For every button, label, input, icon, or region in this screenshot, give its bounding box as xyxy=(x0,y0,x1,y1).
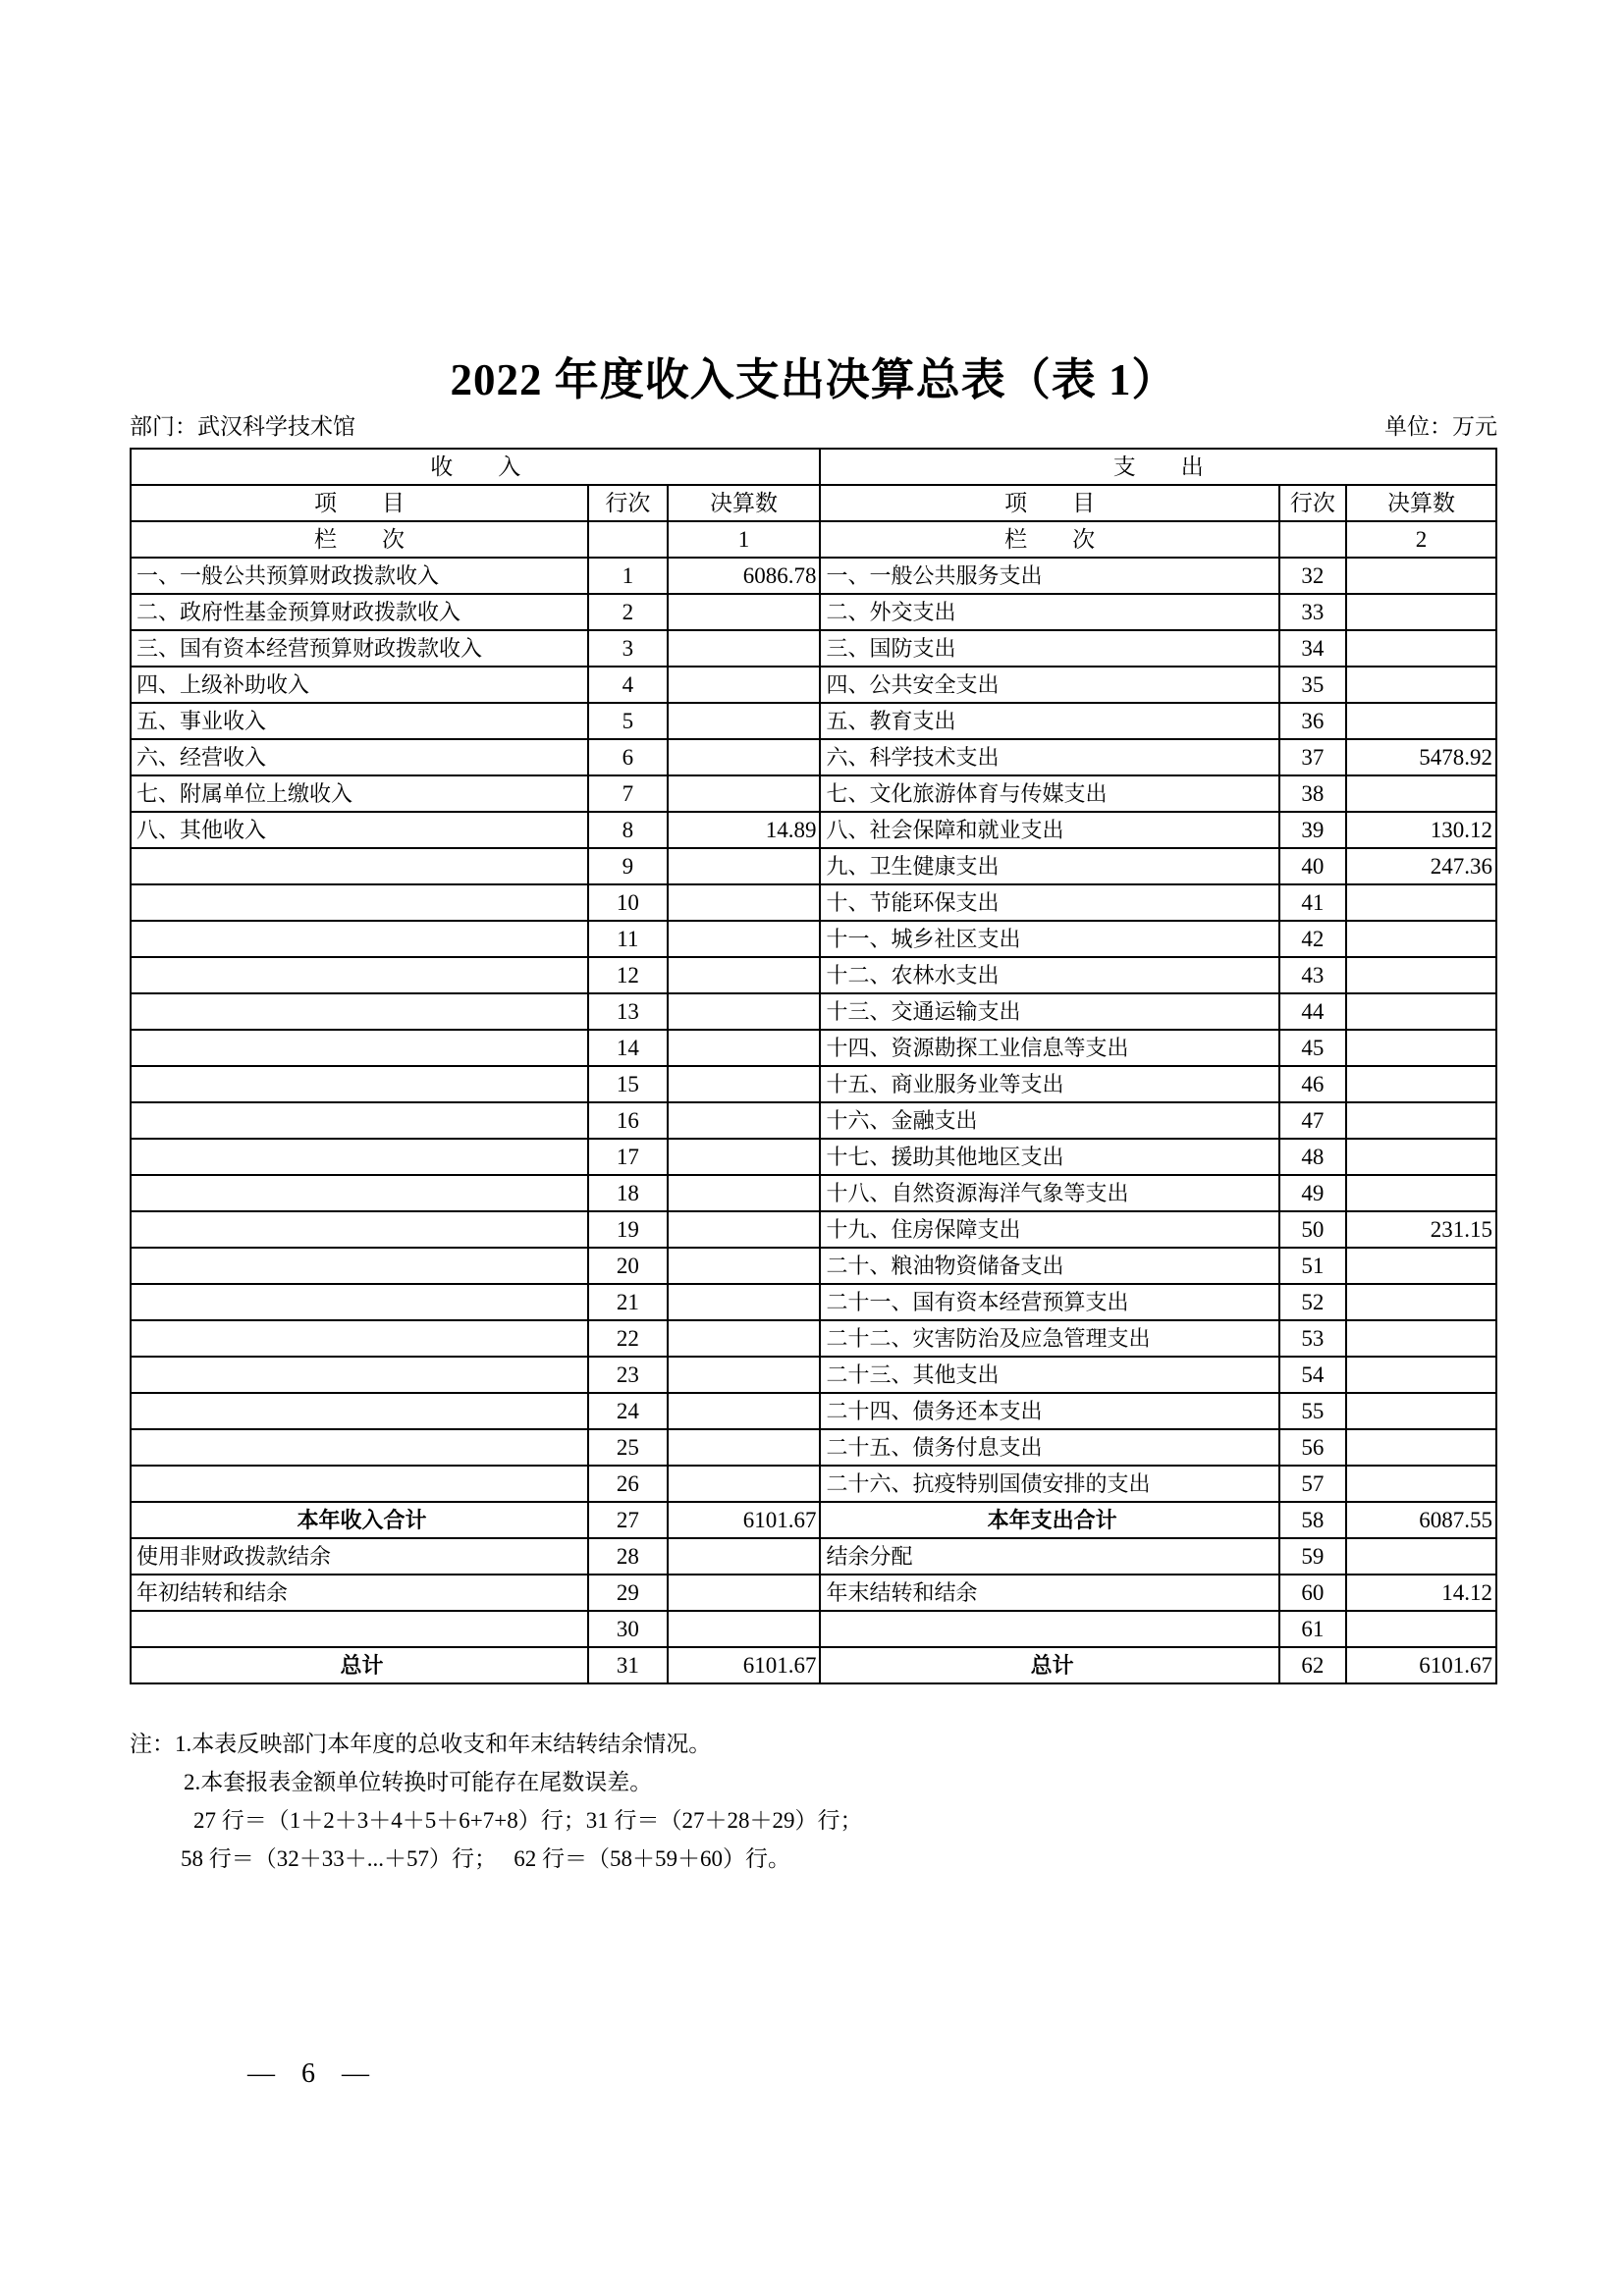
income-item-cell: 一、一般公共预算财政拨款收入 xyxy=(131,558,588,594)
table-row xyxy=(131,993,1496,1030)
income-line-cell: 25 xyxy=(588,1429,668,1466)
expense-line-cell: 42 xyxy=(1279,921,1346,957)
expense-line-cell: 44 xyxy=(1279,993,1346,1030)
income-line-cell: 24 xyxy=(588,1393,668,1429)
expense-amount-cell xyxy=(1346,1357,1496,1393)
expense-amount-cell: 231.15 xyxy=(1346,1211,1496,1248)
income-line-cell: 5 xyxy=(588,703,668,739)
expense-line-no-header: 行次 xyxy=(1279,485,1346,521)
table-row xyxy=(131,1647,1496,1683)
income-item-cell xyxy=(131,1175,588,1211)
expense-line-cell: 50 xyxy=(1279,1211,1346,1248)
income-line-cell: 6 xyxy=(588,739,668,775)
table-row xyxy=(131,1284,1496,1320)
income-amount-cell: 6086.78 xyxy=(668,558,821,594)
income-item-cell xyxy=(131,1611,588,1647)
expense-amount-cell: 5478.92 xyxy=(1346,739,1496,775)
expense-line-cell: 43 xyxy=(1279,957,1346,993)
expense-line-cell: 61 xyxy=(1279,1611,1346,1647)
income-line-cell: 22 xyxy=(588,1320,668,1357)
expense-amount-cell xyxy=(1346,630,1496,667)
income-item-cell xyxy=(131,1139,588,1175)
table-row xyxy=(131,1320,1496,1357)
expense-amount-cell xyxy=(1346,1139,1496,1175)
income-item-cell: 六、经营收入 xyxy=(131,739,588,775)
expense-amount-cell xyxy=(1346,594,1496,630)
income-amount-cell xyxy=(668,594,821,630)
income-line-cell: 21 xyxy=(588,1284,668,1320)
table-row xyxy=(131,884,1496,921)
income-line-no-header: 行次 xyxy=(588,485,668,521)
expense-line-cell: 33 xyxy=(1279,594,1346,630)
expense-amount-cell xyxy=(1346,884,1496,921)
income-amount-cell xyxy=(668,1575,821,1611)
income-item-cell xyxy=(131,1393,588,1429)
expense-item-cell: 六、科学技术支出 xyxy=(820,739,1278,775)
expense-item-cell: 十一、城乡社区支出 xyxy=(820,921,1278,957)
income-item-cell xyxy=(131,1466,588,1502)
income-amount-cell xyxy=(668,1611,821,1647)
expense-amount-cell xyxy=(1346,921,1496,957)
income-item-cell: 本年收入合计 xyxy=(131,1502,588,1538)
table-row xyxy=(131,1248,1496,1284)
income-amount-cell xyxy=(668,1175,821,1211)
table-row xyxy=(131,921,1496,957)
expense-item-cell: 二十六、抗疫特别国债安排的支出 xyxy=(820,1466,1278,1502)
expense-line-cell: 40 xyxy=(1279,848,1346,884)
income-line-cell: 1 xyxy=(588,558,668,594)
expense-line-cell: 37 xyxy=(1279,739,1346,775)
table-row xyxy=(131,703,1496,739)
expense-item-header: 项 目 xyxy=(820,485,1278,521)
expense-amount-cell xyxy=(1346,703,1496,739)
income-amount-cell xyxy=(668,1066,821,1102)
expense-line-cell: 39 xyxy=(1279,812,1346,848)
table-row xyxy=(131,957,1496,993)
income-amount-header: 决算数 xyxy=(668,485,821,521)
table-row xyxy=(131,1466,1496,1502)
expense-item-cell: 总计 xyxy=(820,1647,1278,1683)
income-line-cell: 17 xyxy=(588,1139,668,1175)
income-amount-cell xyxy=(668,1429,821,1466)
expense-item-cell: 十六、金融支出 xyxy=(820,1102,1278,1139)
income-amount-cell xyxy=(668,993,821,1030)
income-amount-cell: 6101.67 xyxy=(668,1502,821,1538)
expense-line-cell: 38 xyxy=(1279,775,1346,812)
expense-amount-cell: 130.12 xyxy=(1346,812,1496,848)
table-row xyxy=(131,812,1496,848)
page-title: 2022 年度收入支出决算总表（表 1） xyxy=(450,355,1177,404)
expense-lanci-blank xyxy=(1279,521,1346,558)
meta-row xyxy=(130,413,1497,441)
expense-item-cell: 十八、自然资源海洋气象等支出 xyxy=(820,1175,1278,1211)
income-line-cell: 29 xyxy=(588,1575,668,1611)
expense-amount-cell xyxy=(1346,1393,1496,1429)
income-item-cell xyxy=(131,1066,588,1102)
income-line-cell: 16 xyxy=(588,1102,668,1139)
income-amount-cell: 6101.67 xyxy=(668,1647,821,1683)
expense-amount-cell: 6087.55 xyxy=(1346,1502,1496,1538)
expense-line-cell: 48 xyxy=(1279,1139,1346,1175)
budget-summary-table xyxy=(130,448,1497,1684)
expense-item-cell: 十九、住房保障支出 xyxy=(820,1211,1278,1248)
expense-line-cell: 51 xyxy=(1279,1248,1346,1284)
column-header-row xyxy=(131,485,1496,521)
table-row xyxy=(131,775,1496,812)
income-line-cell: 11 xyxy=(588,921,668,957)
expense-line-cell: 57 xyxy=(1279,1466,1346,1502)
footnote-line: 27 行＝（1＋2＋3＋4＋5＋6+7+8）行；31 行＝（27＋28＋29）行； xyxy=(193,1808,863,1833)
footnote-line: 2.本套报表金额单位转换时可能存在尾数误差。 xyxy=(184,1770,653,1794)
expense-item-cell: 十二、农林水支出 xyxy=(820,957,1278,993)
expense-amount-cell: 14.12 xyxy=(1346,1575,1496,1611)
income-amount-cell xyxy=(668,1139,821,1175)
expense-amount-header: 决算数 xyxy=(1346,485,1496,521)
expense-line-cell: 58 xyxy=(1279,1502,1346,1538)
income-amount-cell xyxy=(668,1102,821,1139)
expense-item-cell: 结余分配 xyxy=(820,1538,1278,1575)
income-line-cell: 3 xyxy=(588,630,668,667)
expense-line-cell: 54 xyxy=(1279,1357,1346,1393)
expense-amount-cell xyxy=(1346,993,1496,1030)
income-item-cell: 年初结转和结余 xyxy=(131,1575,588,1611)
expense-item-cell: 年末结转和结余 xyxy=(820,1575,1278,1611)
income-amount-cell xyxy=(668,703,821,739)
income-item-cell: 五、事业收入 xyxy=(131,703,588,739)
expense-item-cell: 二十三、其他支出 xyxy=(820,1357,1278,1393)
income-amount-cell xyxy=(668,630,821,667)
expense-line-cell: 62 xyxy=(1279,1647,1346,1683)
table-row xyxy=(131,1030,1496,1066)
expense-item-cell: 十七、援助其他地区支出 xyxy=(820,1139,1278,1175)
table-row xyxy=(131,594,1496,630)
income-line-cell: 7 xyxy=(588,775,668,812)
income-line-cell: 18 xyxy=(588,1175,668,1211)
expense-item-cell: 十四、资源勘探工业信息等支出 xyxy=(820,1030,1278,1066)
expense-item-cell: 二、外交支出 xyxy=(820,594,1278,630)
column-index-row xyxy=(131,521,1496,558)
expense-amount-cell: 6101.67 xyxy=(1346,1647,1496,1683)
table-row xyxy=(131,1211,1496,1248)
expense-item-cell: 二十一、国有资本经营预算支出 xyxy=(820,1284,1278,1320)
income-amount-cell xyxy=(668,1466,821,1502)
expense-line-cell: 46 xyxy=(1279,1066,1346,1102)
expense-item-cell: 本年支出合计 xyxy=(820,1502,1278,1538)
income-lanci-blank xyxy=(588,521,668,558)
expense-amount-cell xyxy=(1346,1466,1496,1502)
income-item-cell xyxy=(131,1284,588,1320)
expense-amount-cell xyxy=(1346,558,1496,594)
income-amount-cell: 14.89 xyxy=(668,812,821,848)
expense-line-cell: 47 xyxy=(1279,1102,1346,1139)
income-item-cell: 八、其他收入 xyxy=(131,812,588,848)
expense-item-cell: 九、卫生健康支出 xyxy=(820,848,1278,884)
income-line-cell: 15 xyxy=(588,1066,668,1102)
table-row xyxy=(131,558,1496,594)
income-item-cell xyxy=(131,884,588,921)
income-item-cell: 使用非财政拨款结余 xyxy=(131,1538,588,1575)
expense-item-cell: 三、国防支出 xyxy=(820,630,1278,667)
expense-amount-cell xyxy=(1346,1538,1496,1575)
expense-item-cell: 四、公共安全支出 xyxy=(820,667,1278,703)
expense-amount-cell xyxy=(1346,1284,1496,1320)
table-row xyxy=(131,1502,1496,1538)
income-item-cell: 四、上级补助收入 xyxy=(131,667,588,703)
expense-line-cell: 53 xyxy=(1279,1320,1346,1357)
income-item-cell: 总计 xyxy=(131,1647,588,1683)
table-row xyxy=(131,1538,1496,1575)
expense-line-cell: 35 xyxy=(1279,667,1346,703)
expense-line-cell: 59 xyxy=(1279,1538,1346,1575)
expense-line-cell: 41 xyxy=(1279,884,1346,921)
income-amount-cell xyxy=(668,739,821,775)
income-amount-cell xyxy=(668,848,821,884)
income-amount-cell xyxy=(668,1393,821,1429)
income-line-cell: 30 xyxy=(588,1611,668,1647)
income-amount-cell xyxy=(668,1248,821,1284)
table-row xyxy=(131,1611,1496,1647)
income-line-cell: 19 xyxy=(588,1211,668,1248)
income-amount-cell xyxy=(668,1538,821,1575)
income-amount-cell xyxy=(668,921,821,957)
expense-item-cell: 五、教育支出 xyxy=(820,703,1278,739)
income-line-cell: 27 xyxy=(588,1502,668,1538)
expense-amount-cell: 247.36 xyxy=(1346,848,1496,884)
income-line-cell: 28 xyxy=(588,1538,668,1575)
income-item-cell xyxy=(131,1030,588,1066)
income-item-header: 项 目 xyxy=(131,485,588,521)
expense-amount-cell xyxy=(1346,1248,1496,1284)
income-item-cell: 二、政府性基金预算财政拨款收入 xyxy=(131,594,588,630)
expense-item-cell: 十三、交通运输支出 xyxy=(820,993,1278,1030)
expense-item-cell: 十五、商业服务业等支出 xyxy=(820,1066,1278,1102)
table-row xyxy=(131,1575,1496,1611)
table-row xyxy=(131,739,1496,775)
expense-item-cell: 二十、粮油物资储备支出 xyxy=(820,1248,1278,1284)
table-row xyxy=(131,1102,1496,1139)
income-amount-cell xyxy=(668,667,821,703)
page-number: — 6 — xyxy=(247,2058,379,2089)
footnote-line: 58 行＝（32＋33＋...＋57）行； 62 行＝（58＋59＋60）行。 xyxy=(181,1846,790,1871)
income-line-cell: 2 xyxy=(588,594,668,630)
income-item-cell xyxy=(131,1357,588,1393)
expense-amount-cell xyxy=(1346,1102,1496,1139)
section-header-row xyxy=(131,449,1496,485)
document-page xyxy=(130,0,1497,2296)
expense-item-cell: 八、社会保障和就业支出 xyxy=(820,812,1278,848)
income-item-cell xyxy=(131,957,588,993)
expense-amount-cell xyxy=(1346,1611,1496,1647)
income-section-header: 收 入 xyxy=(131,449,820,485)
expense-item-cell: 七、文化旅游体育与传媒支出 xyxy=(820,775,1278,812)
income-item-cell xyxy=(131,1320,588,1357)
income-item-cell xyxy=(131,1429,588,1466)
department-label: 部门：武汉科学技术馆 xyxy=(130,414,355,439)
expense-line-cell: 56 xyxy=(1279,1429,1346,1466)
income-amount-cell xyxy=(668,1320,821,1357)
income-item-cell xyxy=(131,993,588,1030)
income-amount-cell xyxy=(668,957,821,993)
unit-label: 单位：万元 xyxy=(1384,414,1497,439)
expense-item-cell: 二十二、灾害防治及应急管理支出 xyxy=(820,1320,1278,1357)
income-amount-cell xyxy=(668,775,821,812)
income-amount-cell xyxy=(668,884,821,921)
expense-item-cell: 二十四、债务还本支出 xyxy=(820,1393,1278,1429)
expense-item-cell: 二十五、债务付息支出 xyxy=(820,1429,1278,1466)
expense-column-number: 2 xyxy=(1346,521,1496,558)
expense-amount-cell xyxy=(1346,1429,1496,1466)
table-body xyxy=(131,558,1496,1683)
expense-section-header: 支 出 xyxy=(820,449,1496,485)
footnotes xyxy=(130,1725,1497,1878)
expense-line-cell: 36 xyxy=(1279,703,1346,739)
expense-line-cell: 34 xyxy=(1279,630,1346,667)
income-amount-cell xyxy=(668,1030,821,1066)
table-row xyxy=(131,848,1496,884)
expense-item-cell: 一、一般公共服务支出 xyxy=(820,558,1278,594)
expense-item-cell: 十、节能环保支出 xyxy=(820,884,1278,921)
expense-amount-cell xyxy=(1346,1066,1496,1102)
income-column-number: 1 xyxy=(668,521,821,558)
income-line-cell: 14 xyxy=(588,1030,668,1066)
expense-line-cell: 52 xyxy=(1279,1284,1346,1320)
expense-amount-cell xyxy=(1346,775,1496,812)
expense-amount-cell xyxy=(1346,957,1496,993)
footnote-line: 注：1.本表反映部门本年度的总收支和年末结转结余情况。 xyxy=(130,1732,712,1756)
table-row xyxy=(131,1139,1496,1175)
table-row xyxy=(131,1393,1496,1429)
income-item-cell xyxy=(131,921,588,957)
expense-amount-cell xyxy=(1346,1175,1496,1211)
table-row xyxy=(131,667,1496,703)
expense-item-cell xyxy=(820,1611,1278,1647)
table-row xyxy=(131,1066,1496,1102)
income-line-cell: 8 xyxy=(588,812,668,848)
income-line-cell: 9 xyxy=(588,848,668,884)
income-item-cell xyxy=(131,848,588,884)
income-amount-cell xyxy=(668,1357,821,1393)
income-line-cell: 12 xyxy=(588,957,668,993)
income-line-cell: 23 xyxy=(588,1357,668,1393)
income-item-cell: 三、国有资本经营预算财政拨款收入 xyxy=(131,630,588,667)
expense-amount-cell xyxy=(1346,1320,1496,1357)
expense-amount-cell xyxy=(1346,1030,1496,1066)
income-item-cell xyxy=(131,1211,588,1248)
income-item-cell: 七、附属单位上缴收入 xyxy=(131,775,588,812)
expense-amount-cell xyxy=(1346,667,1496,703)
expense-line-cell: 55 xyxy=(1279,1393,1346,1429)
income-lanci-label: 栏 次 xyxy=(131,521,588,558)
income-line-cell: 4 xyxy=(588,667,668,703)
expense-lanci-label: 栏 次 xyxy=(820,521,1278,558)
income-line-cell: 20 xyxy=(588,1248,668,1284)
income-line-cell: 13 xyxy=(588,993,668,1030)
expense-line-cell: 32 xyxy=(1279,558,1346,594)
income-amount-cell xyxy=(668,1284,821,1320)
income-amount-cell xyxy=(668,1211,821,1248)
expense-line-cell: 49 xyxy=(1279,1175,1346,1211)
income-line-cell: 10 xyxy=(588,884,668,921)
income-line-cell: 26 xyxy=(588,1466,668,1502)
table-row xyxy=(131,1175,1496,1211)
expense-line-cell: 60 xyxy=(1279,1575,1346,1611)
table-row xyxy=(131,630,1496,667)
income-line-cell: 31 xyxy=(588,1647,668,1683)
income-item-cell xyxy=(131,1102,588,1139)
income-item-cell xyxy=(131,1248,588,1284)
expense-line-cell: 45 xyxy=(1279,1030,1346,1066)
table-row xyxy=(131,1357,1496,1393)
table-row xyxy=(131,1429,1496,1466)
